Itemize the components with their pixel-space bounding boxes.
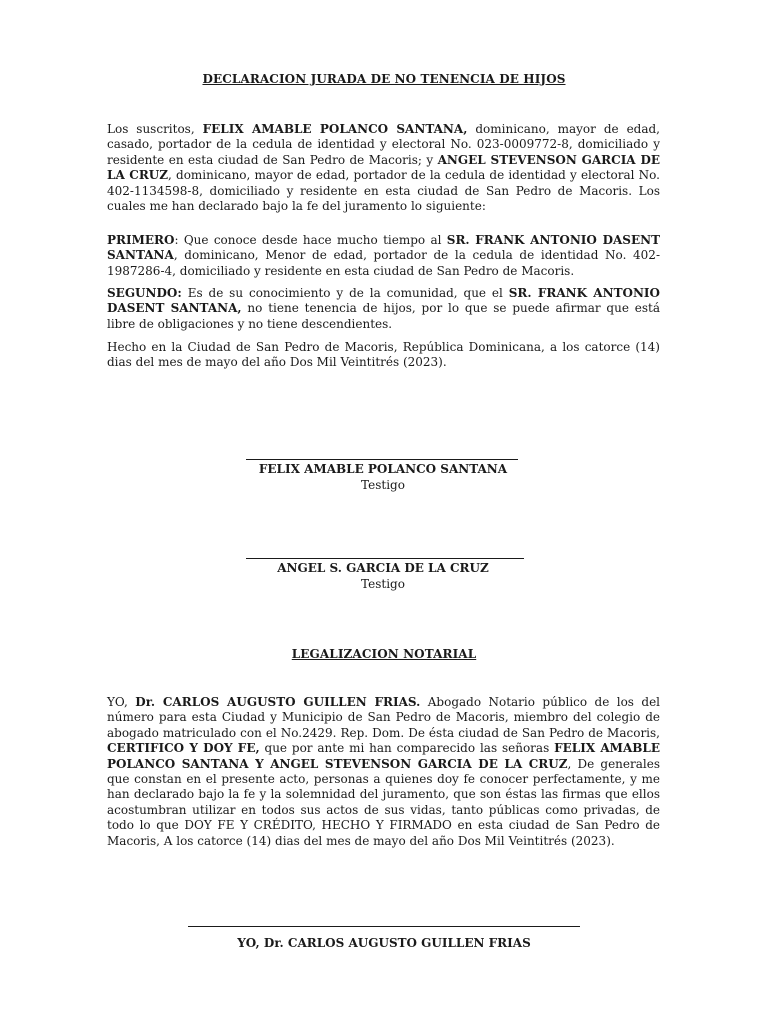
intro-text-3: , dominicano, mayor de edad, portador de la cedula de identidad y electoral No. 402-1134598-8, domiciliado y residente en esta ciudad de San Pedro de Macoris. Los cuales me han declarado bajo la fe del juramento lo siguiente:	[107, 168, 660, 214]
legal-certifico: CERTIFICO Y DOY FE,	[107, 741, 260, 756]
intro-paragraph	[107, 122, 660, 214]
document-title: DECLARACION JURADA DE NO TENENCIA DE HIJOS	[202, 72, 566, 86]
segundo-name: SR. FRANK ANTONIO DASENT SANTANA,	[107, 286, 660, 316]
hecho-paragraph: Hecho en la Ciudad de San Pedro de Macoris, República Dominicana, a los catorce (14) dias del mes de mayo del año Dos Mil Veintitrés (2023).	[107, 340, 660, 370]
intro-name-angel: ANGEL STEVENSON GARCIA DE LA CRUZ	[107, 152, 660, 183]
legal-text-4: , De generales que constan en el presente acto, personas a quienes doy fe conocer perfectamente, y me han declarado bajo la fe y la solemnidad del juramento, que son éstas las firmas que ellos acostumbran utilizar en todos sus actos de sus vidas, tanto públicas como privadas, de todo lo que DOY FE Y CRÉDITO, HECHO Y FIRMADO en esta ciudad de San Pedro de Macoris, A los catorce (14) dias del mes de mayo del año Dos Mil Veintitrés (2023).	[107, 756, 660, 848]
signature-name-notary: YO, Dr. CARLOS AUGUSTO GUILLEN FRIAS	[237, 936, 531, 950]
intro-text-1: Los suscritos,	[107, 122, 203, 136]
signature-line-angel	[246, 558, 524, 559]
legalizacion-paragraph	[107, 695, 660, 849]
segundo-paragraph	[107, 286, 660, 332]
segundo-text-2: no tiene tenencia de hijos, por lo que se puede afirmar que está libre de obligaciones y no tiene descendientes.	[107, 301, 661, 331]
intro-text-2: dominicano, mayor de edad, casado, portador de la cedula de identidad y electoral No. 023-0009772-8, domiciliado y residente en esta ciudad de San Pedro de Macoris; y	[107, 122, 660, 167]
primero-name: SR. FRANK ANTONIO DASENT SANTANA	[107, 233, 660, 263]
legal-names: FELIX AMABLE POLANCO SANTANA Y ANGEL STEVENSON GARCIA DE LA CRUZ	[107, 741, 660, 771]
primero-text-2: , dominicano, Menor de edad, portador de la cedula de identidad No. 402-1987286-4, domiciliado y residente en esta ciudad de San Pedro de Macoris.	[107, 248, 660, 278]
legal-text-2: Abogado Notario público de los del número para esta Ciudad y Municipio de San Pedro de Macoris, miembro del colegio de abogado matriculado con el No.2429. Rep. Dom. De ésta ciudad de San Pedro de Macoris,	[107, 695, 661, 740]
signature-name-felix: FELIX AMABLE POLANCO SANTANA	[258, 462, 508, 476]
legal-notary-name: Dr. CARLOS AUGUSTO GUILLEN FRIAS.	[135, 695, 421, 709]
primero-paragraph	[107, 233, 660, 279]
signature-line-felix	[246, 459, 518, 460]
primero-label: PRIMERO	[107, 233, 175, 247]
signature-role-felix: Testigo	[361, 478, 405, 492]
segundo-label: SEGUNDO:	[107, 286, 182, 300]
primero-text-1: : Que conoce desde hace mucho tiempo al	[174, 233, 447, 247]
segundo-text-1: Es de su conocimiento y de la comunidad, que el	[181, 286, 509, 300]
signature-role-angel: Testigo	[361, 577, 405, 591]
signature-line-notary	[188, 926, 580, 927]
legalizacion-title: LEGALIZACION NOTARIAL	[291, 647, 477, 661]
legal-text-3: que por ante mi han comparecido las señoras	[259, 741, 555, 756]
intro-name-felix: FELIX AMABLE POLANCO SANTANA,	[202, 122, 468, 136]
signature-name-angel: ANGEL S. GARCIA DE LA CRUZ	[277, 561, 489, 575]
legal-text-1: YO,	[107, 695, 136, 709]
